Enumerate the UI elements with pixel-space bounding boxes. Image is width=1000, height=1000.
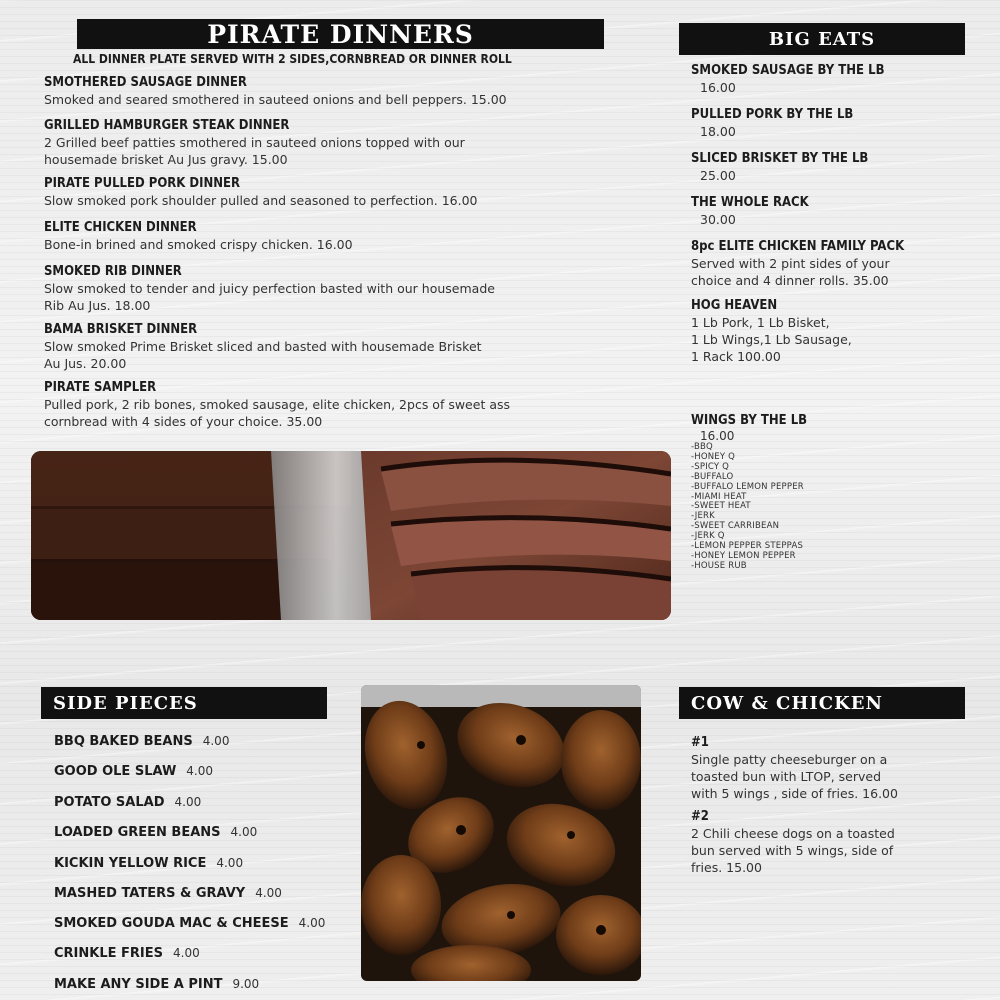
item-desc: Bone-in brined and smoked crispy chicken. 16.00 xyxy=(44,237,353,252)
big-eats-header xyxy=(679,23,965,55)
item-title: BAMA BRISKET DINNER xyxy=(44,322,198,337)
side-price: 4.00 xyxy=(202,734,230,748)
menu-item xyxy=(44,322,482,372)
item-desc: 1 Lb Wings,1 Lb Sausage, xyxy=(691,332,852,347)
item-price: 16.00 xyxy=(700,429,735,443)
side-name: MASHED TATERS & GRAVY xyxy=(54,886,246,901)
item-title: GRILLED HAMBURGER STEAK DINNER xyxy=(44,118,290,133)
item-desc: cornbread with 4 sides of your choice. 35.00 xyxy=(44,414,323,429)
menu-item xyxy=(691,151,868,184)
item-title: PULLED PORK BY THE LB xyxy=(691,107,854,122)
side-name: KICKIN YELLOW RICE xyxy=(54,856,207,871)
item-title: SLICED BRISKET BY THE LB xyxy=(691,151,869,166)
side-item xyxy=(54,734,229,749)
item-title: 8pc ELITE CHICKEN FAMILY PACK xyxy=(691,239,905,254)
combo-desc: fries. 15.00 xyxy=(691,860,762,875)
item-price: 16.00 xyxy=(700,80,736,95)
side-price: 4.00 xyxy=(230,825,258,839)
wing-flavor: -SPICY Q xyxy=(691,461,730,472)
side-name: GOOD OLE SLAW xyxy=(54,764,177,779)
wing-flavor: -BUFFALO LEMON PEPPER xyxy=(691,481,804,492)
side-name: SMOKED GOUDA MAC & CHEESE xyxy=(54,916,289,931)
item-desc: Slow smoked Prime Brisket sliced and basted with housemade Brisket xyxy=(44,339,482,354)
wing-flavor: -HOUSE RUB xyxy=(691,560,747,571)
cow-chicken-title: COW & CHICKEN xyxy=(691,692,883,714)
item-title: PIRATE PULLED PORK DINNER xyxy=(44,176,241,191)
menu-item xyxy=(691,195,809,228)
wings-menu-item xyxy=(691,413,807,572)
item-desc: 1 Lb Pork, 1 Lb Bisket, xyxy=(691,315,830,330)
wing-flavor: -BBQ xyxy=(691,442,713,452)
side-price: 4.00 xyxy=(186,764,214,778)
combo-desc: with 5 wings , side of fries. 16.00 xyxy=(691,786,898,801)
item-title: HOG HEAVEN xyxy=(691,298,778,313)
brisket-and-ribs-photo xyxy=(31,451,671,620)
item-desc: Slow smoked pork shoulder pulled and seasoned to perfection. 16.00 xyxy=(44,193,478,208)
item-desc: Smoked and seared smothered in sauteed onions and bell peppers. 15.00 xyxy=(44,92,507,107)
side-price: 4.00 xyxy=(174,795,202,809)
smoked-wings-photo xyxy=(361,685,641,981)
item-title: THE WHOLE RACK xyxy=(691,195,809,210)
menu-item xyxy=(44,75,507,108)
side-item xyxy=(54,916,325,931)
side-item xyxy=(54,946,200,961)
wing-flavor: -BUFFALO xyxy=(691,471,734,482)
wing-flavor: -LEMON PEPPER STEPPAS xyxy=(691,541,804,552)
menu-item xyxy=(44,380,510,430)
item-title: SMOKED RIB DINNER xyxy=(44,264,182,279)
side-pieces-title: SIDE PIECES xyxy=(53,692,198,714)
wing-flavor: -SWEET CARRIBEAN xyxy=(691,521,780,532)
item-desc: Pulled pork, 2 rib bones, smoked sausage, elite chicken, 2pcs of sweet ass xyxy=(44,397,510,412)
side-item xyxy=(54,795,201,810)
side-name: MAKE ANY SIDE A PINT xyxy=(54,977,223,992)
pirate-dinners-subheader: ALL DINNER PLATE SERVED WITH 2 SIDES,CORNBREAD OR DINNER ROLL xyxy=(73,52,512,66)
item-title: ELITE CHICKEN DINNER xyxy=(44,220,197,235)
wing-flavor: -JERK Q xyxy=(691,531,725,542)
side-name: POTATO SALAD xyxy=(54,795,165,810)
side-price: 9.00 xyxy=(232,977,260,991)
wing-flavor-list xyxy=(691,443,807,572)
item-price: 25.00 xyxy=(700,168,736,183)
side-price: 4.00 xyxy=(298,916,326,930)
item-desc: 1 Rack 100.00 xyxy=(691,349,781,364)
item-title: SMOTHERED SAUSAGE DINNER xyxy=(44,75,247,90)
menu-item xyxy=(44,176,478,209)
meat-photo-graphic xyxy=(31,451,671,620)
item-desc: housemade brisket Au Jus gravy. 15.00 xyxy=(44,152,288,167)
combo-number: #1 xyxy=(691,735,709,750)
combo-item xyxy=(691,809,895,876)
item-desc: Rib Au Jus. 18.00 xyxy=(44,298,151,313)
item-title: PIRATE SAMPLER xyxy=(44,380,157,395)
side-name: BBQ BAKED BEANS xyxy=(54,734,193,749)
item-title: WINGS BY THE LB xyxy=(691,413,808,428)
item-title: SMOKED SAUSAGE BY THE LB xyxy=(691,63,885,78)
item-price: 30.00 xyxy=(700,212,736,227)
side-name: CRINKLE FRIES xyxy=(54,946,164,961)
wing-flavor: -JERK xyxy=(691,511,715,522)
side-item xyxy=(54,977,259,992)
wing-flavor: -HONEY Q xyxy=(691,451,736,462)
side-item xyxy=(54,886,282,901)
item-price: 18.00 xyxy=(700,124,736,139)
side-item xyxy=(54,825,257,840)
combo-item xyxy=(691,735,898,802)
menu-item xyxy=(44,220,353,253)
side-name: LOADED GREEN BEANS xyxy=(54,825,221,840)
menu-item xyxy=(691,239,904,289)
item-desc: Slow smoked to tender and juicy perfection basted with our housemade xyxy=(44,281,495,296)
item-desc: Au Jus. 20.00 xyxy=(44,356,127,371)
wing-flavor: -SWEET HEAT xyxy=(691,501,751,512)
wing-flavor: -MIAMI HEAT xyxy=(691,491,747,502)
menu-item xyxy=(691,63,884,96)
side-pieces-header xyxy=(41,687,327,719)
combo-desc: Single patty cheeseburger on a xyxy=(691,752,888,767)
item-desc: Served with 2 pint sides of your xyxy=(691,256,890,271)
side-price: 4.00 xyxy=(216,856,244,870)
menu-item xyxy=(691,298,852,365)
combo-number: #2 xyxy=(691,809,709,824)
side-item xyxy=(54,764,213,779)
pirate-dinners-title: PIRATE DINNERS xyxy=(207,19,474,49)
menu-item xyxy=(44,264,495,314)
wing-flavor: -HONEY LEMON PEPPER xyxy=(691,550,796,561)
big-eats-title: BIG EATS xyxy=(768,28,876,50)
combo-desc: toasted bun with LTOP, served xyxy=(691,769,882,784)
side-item xyxy=(54,856,243,871)
item-desc: choice and 4 dinner rolls. 35.00 xyxy=(691,273,889,288)
menu-item xyxy=(44,118,465,168)
item-desc: 2 Grilled beef patties smothered in sauteed onions topped with our xyxy=(44,135,465,150)
combo-desc: 2 Chili cheese dogs on a toasted xyxy=(691,826,895,841)
side-price: 4.00 xyxy=(255,886,282,900)
side-price: 4.00 xyxy=(173,946,200,960)
pirate-dinners-header xyxy=(77,19,604,49)
cow-chicken-header xyxy=(679,687,965,719)
menu-item xyxy=(691,107,853,140)
wings-photo-graphic xyxy=(361,685,641,981)
combo-desc: bun served with 5 wings, side of xyxy=(691,843,894,858)
